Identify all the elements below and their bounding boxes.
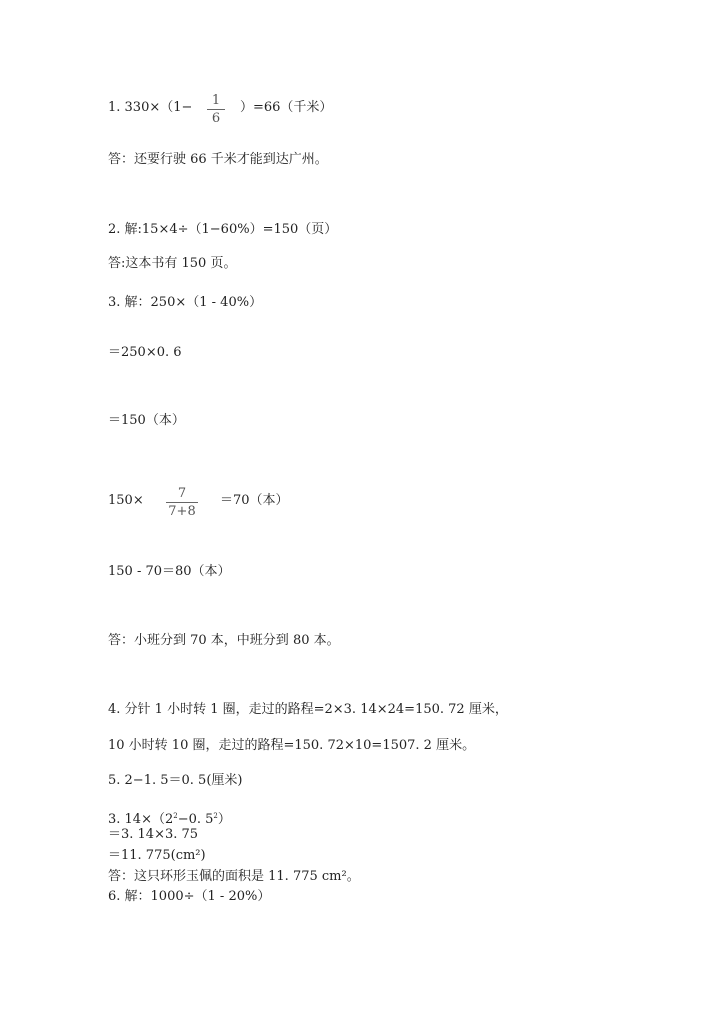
q3-answer: 答：小班分到 70 本，中班分到 80 本。 bbox=[108, 633, 340, 648]
q2-expression: 2. 解:15×4÷（1−60%）=150（页） bbox=[108, 222, 338, 237]
q4-line-2: 10 小时转 10 圈，走过的路程=150. 72×10=1507. 2 厘米。 bbox=[108, 738, 476, 753]
q3-step-3-right: ＝70（本） bbox=[220, 493, 289, 508]
q1-fraction-numerator: 1 bbox=[211, 93, 221, 108]
q1-expression-left: 1. 330×（1− bbox=[108, 100, 193, 115]
q1-expression-right: ）=66（千米） bbox=[240, 100, 333, 115]
q1-fraction-denominator: 6 bbox=[211, 111, 221, 126]
q5-area-part-b: −0. 5 bbox=[177, 812, 214, 827]
q5-area-expression bbox=[108, 808, 231, 828]
q5-area-part-c: ） bbox=[217, 812, 231, 827]
q5-answer: 答：这只环形玉佩的面积是 11. 775 cm²。 bbox=[108, 869, 360, 884]
q6-expression: 6. 解：1000÷（1 - 20%） bbox=[108, 889, 271, 904]
q5-area-step-1: ＝3. 14×3. 75 bbox=[108, 827, 199, 842]
q3-fraction-denominator: 7+8 bbox=[168, 504, 196, 519]
q2-answer: 答:这本书有 150 页。 bbox=[108, 256, 237, 271]
q5-expression: 5. 2−1. 5＝0. 5(厘米) bbox=[108, 773, 243, 788]
q3-step-1: ＝250×0. 6 bbox=[108, 345, 182, 360]
q3-fraction-numerator: 7 bbox=[177, 486, 187, 501]
q5-area-part-a: 3. 14×（2 bbox=[108, 812, 174, 827]
q5-area-step-2: ＝11. 775(cm²) bbox=[108, 848, 206, 863]
q3-step-4: 150 - 70＝80（本） bbox=[108, 564, 231, 579]
q1-fraction-bar bbox=[207, 109, 225, 110]
q3-step-3-left: 150× bbox=[108, 493, 144, 508]
q5-area-exponent-1: 2 bbox=[173, 812, 178, 820]
q1-answer: 答：还要行驶 66 千米才能到达广州。 bbox=[108, 152, 328, 167]
q4-line-1: 4. 分针 1 小时转 1 圈，走过的路程=2×3. 14×24=150. 72 厘米， bbox=[108, 702, 508, 717]
q3-fraction-bar bbox=[166, 502, 198, 503]
q1-fraction bbox=[207, 93, 225, 126]
q5-area-exponent-2: 2 bbox=[213, 812, 218, 820]
q3-step-2: ＝150（本） bbox=[108, 413, 185, 428]
q3-fraction bbox=[166, 486, 198, 519]
q3-expression: 3. 解：250×（1 - 40%） bbox=[108, 295, 263, 310]
